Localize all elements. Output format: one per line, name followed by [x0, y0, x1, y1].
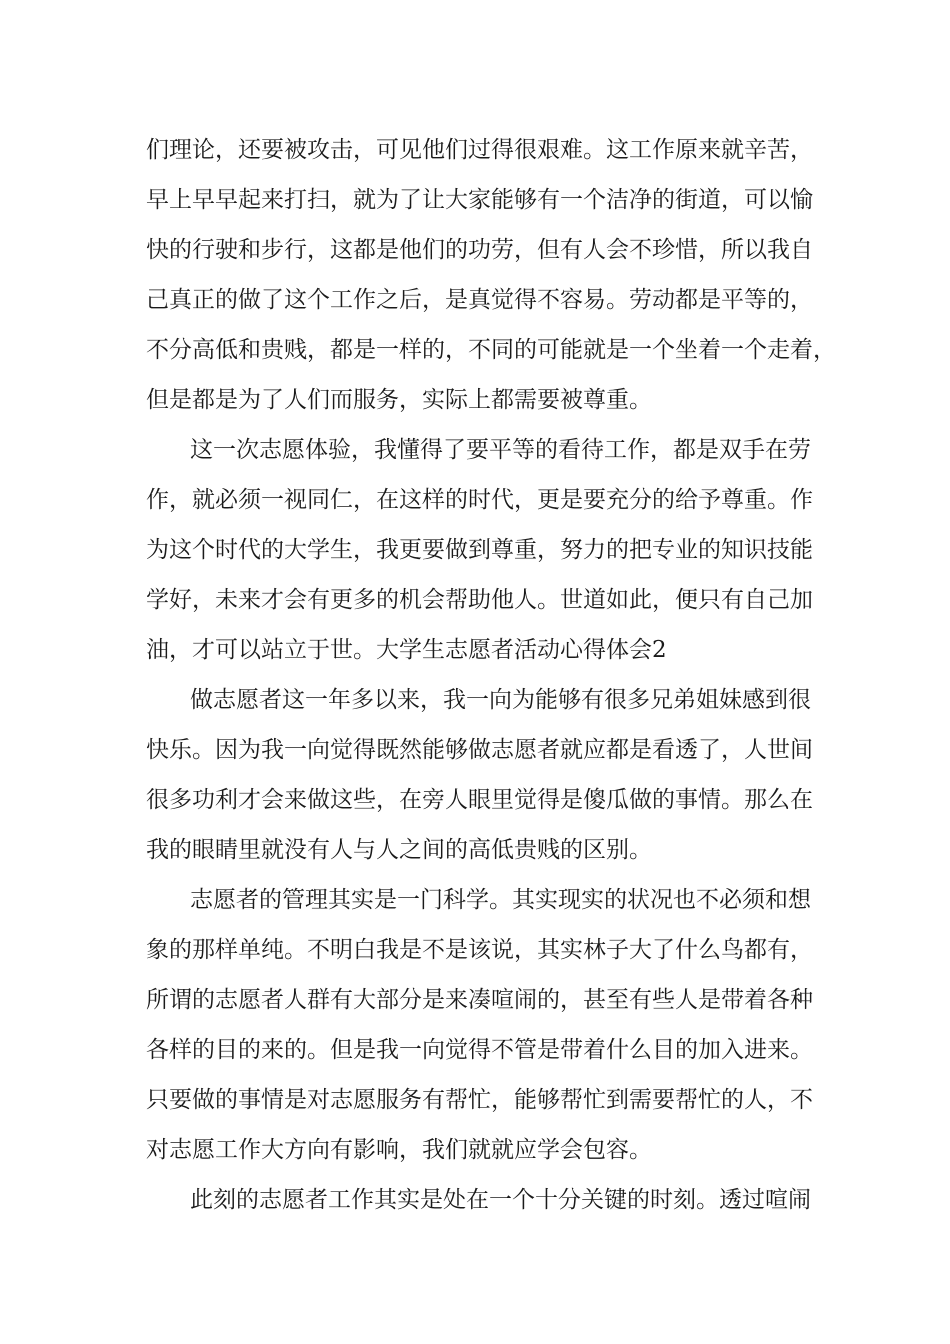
- line-text: 早上早早起来打扫，就为了让大家能够有一个洁净的街道，可以愉: [146, 187, 813, 213]
- line-text: 学好，未来才会有更多的机会帮助他人。世道如此，便只有自己加: [146, 587, 813, 613]
- text-line: [0, 325, 950, 375]
- line-text: 做志愿者这一年多以来，我一向为能够有很多兄弟姐妹感到很: [190, 687, 811, 713]
- text-line: [0, 625, 950, 675]
- text-line: [0, 475, 950, 525]
- line-text: 快乐。因为我一向觉得既然能够做志愿者就应都是看透了，人世间: [146, 737, 813, 763]
- text-line: [0, 775, 950, 825]
- line-text: 快的行驶和步行，这都是他们的功劳，但有人会不珍惜，所以我自: [146, 237, 813, 263]
- text-line: [0, 275, 950, 325]
- line-text: 我的眼睛里就没有人与人之间的高低贵贱的区别。: [146, 837, 652, 863]
- text-line: [0, 1025, 950, 1075]
- line-text: 为这个时代的大学生，我更要做到尊重，努力的把专业的知识技能: [146, 537, 813, 563]
- line-text: 但是都是为了人们而服务，实际上都需要被尊重。: [146, 387, 652, 413]
- text-line: [0, 375, 950, 425]
- text-line: [0, 975, 950, 1025]
- paragraph-first-line: [0, 675, 950, 725]
- text-line: [0, 925, 950, 975]
- line-text: 各样的目的来的。但是我一向觉得不管是带着什么目的加入进来。: [146, 1037, 813, 1063]
- text-line: [0, 1075, 950, 1125]
- line-text: 这一次志愿体验，我懂得了要平等的看待工作，都是双手在劳: [190, 437, 811, 463]
- text-line: [0, 1125, 950, 1175]
- line-text: 对志愿工作大方向有影响，我们就就应学会包容。: [146, 1137, 652, 1163]
- line-text: 作，就必须一视同仁，在这样的时代，更是要充分的给予尊重。作: [146, 487, 813, 513]
- text-line: [0, 125, 950, 175]
- line-text: 己真正的做了这个工作之后，是真觉得不容易。劳动都是平等的，: [146, 287, 813, 313]
- line-text: 象的那样单纯。不明白我是不是该说，其实林子大了什么鸟都有，: [146, 937, 813, 963]
- text-line: [0, 175, 950, 225]
- text-line: [0, 525, 950, 575]
- line-text: 只要做的事情是对志愿服务有帮忙，能够帮忙到需要帮忙的人，不: [146, 1087, 813, 1113]
- line-text: 们理论，还要被攻击，可见他们过得很艰难。这工作原来就辛苦，: [146, 137, 813, 163]
- paragraph-first-line: [0, 1175, 950, 1225]
- line-text: 所谓的志愿者人群有大部分是来凑喧闹的，甚至有些人是带着各种: [146, 987, 813, 1013]
- line-text: 此刻的志愿者工作其实是处在一个十分关键的时刻。透过喧闹: [190, 1187, 811, 1213]
- text-line: [0, 575, 950, 625]
- line-text: 油，才可以站立于世。大学生志愿者活动心得体会2: [146, 637, 667, 663]
- text-line: [0, 825, 950, 875]
- line-text: 不分高低和贵贱，都是一样的，不同的可能就是一个坐着一个走着，: [146, 337, 836, 363]
- text-line: [0, 725, 950, 775]
- paragraph-first-line: [0, 875, 950, 925]
- text-line: [0, 225, 950, 275]
- line-text: 很多功利才会来做这些，在旁人眼里觉得是傻瓜做的事情。那么在: [146, 787, 813, 813]
- paragraph-first-line: [0, 425, 950, 475]
- line-text: 志愿者的管理其实是一门科学。其实现实的状况也不必须和想: [190, 887, 811, 913]
